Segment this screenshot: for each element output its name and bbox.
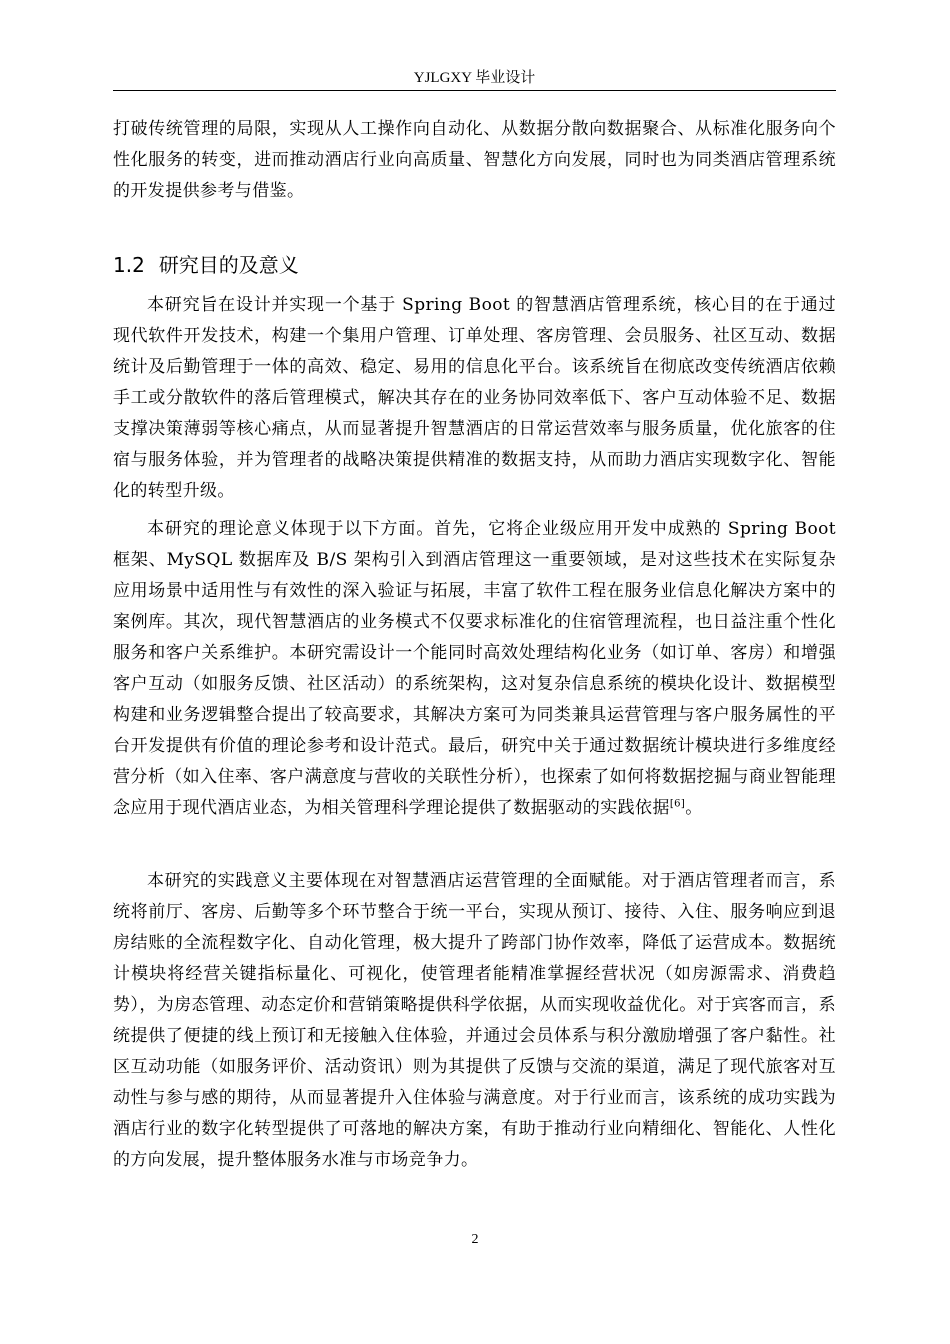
- paragraph-theoretical-text: 本研究的理论意义体现于以下方面。首先，它将企业级应用开发中成熟的 Spring Boot 框架、MySQL 数据库及 B/S 架构引入到酒店管理这一重要领域，是对这些技术在实际复杂应用场景中适用性与有效性的深入验证与拓展，丰富了软件工程在服务业信息化解决方案中的案例库。其次，现代智慧酒店的业务模式不仅要求标准化的住宿管理流程，也日益注重个性化服务和客户关系维护。本研究需设计一个能同时高效处理结构化业务（如订单、客房）和增强客户互动（如服务反馈、社区活动）的系统架构，这对复杂信息系统的模块化设计、数据模型构建和业务逻辑整合提出了较高要求，其解决方案可为同类兼具运营管理与客户服务属性的平台开发提供有价值的理论参考和设计范式。最后，研究中关于通过数据统计模块进行多维度经营分析（如入住率、客户满意度与营收的关联性分析），也探索了如何将数据挖掘与商业智能理念应用于现代酒店业态，为相关管理科学理论提供了数据驱动的实践依据: [113, 519, 836, 818]
- paragraph-theoretical-end: 。: [685, 798, 703, 818]
- paragraph-purpose: 本研究旨在设计并实现一个基于 Spring Boot 的智慧酒店管理系统，核心目的在于通过现代软件开发技术，构建一个集用户管理、订单处理、客房管理、会员服务、社区互动、数据统计及后勤管理于一体的高效、稳定、易用的信息化平台。该系统旨在彻底改变传统酒店依赖手工或分散软件的落后管理模式，解决其存在的业务协同效率低下、客户互动体验不足、数据支撑决策薄弱等核心痛点，从而显著提升智慧酒店的日常运营效率与服务质量，优化旅客的住宿与服务体验，并为管理者的战略决策提供精准的数据支持，从而助力酒店实现数字化、智能化的转型升级。: [113, 295, 836, 501]
- page-number: 2: [471, 1232, 479, 1247]
- section-heading: [113, 250, 299, 280]
- running-header: YJLGXY 毕业设计: [413, 70, 536, 86]
- header-rule: [113, 90, 836, 91]
- intro-paragraph: 打破传统管理的局限，实现从人工操作向自动化、从数据分散向数据聚合、从标准化服务向个性化服务的转变，进而推动酒店行业向高质量、智慧化方向发展，同时也为同类酒店管理系统的开发提供参考与借鉴。: [113, 119, 836, 201]
- paragraph-theoretical: [113, 514, 836, 824]
- section-number: 1.2: [113, 253, 145, 277]
- citation-marker: [6]: [669, 798, 686, 810]
- paragraph-practical: 本研究的实践意义主要体现在对智慧酒店运营管理的全面赋能。对于酒店管理者而言，系统将前厅、客房、后勤等多个环节整合于统一平台，实现从预订、接待、入住、服务响应到退房结账的全流程数字化、自动化管理，极大提升了跨部门协作效率，降低了运营成本。数据统计模块将经营关键指标量化、可视化，使管理者能精准掌握经营状况（如房源需求、消费趋势），为房态管理、动态定价和营销策略提供科学依据，从而实现收益优化。对于宾客而言，系统提供了便捷的线上预订和无接触入住体验，并通过会员体系与积分激励增强了客户黏性。社区互动功能（如服务评价、活动资讯）则为其提供了反馈与交流的渠道，满足了现代旅客对互动性与参与感的期待，从而显著提升入住体验与满意度。对于行业而言，该系统的成功实践为酒店行业的数字化转型提供了可落地的解决方案，有助于推动行业向精细化、智能化、人性化的方向发展，提升整体服务水准与市场竞争力。: [113, 871, 836, 1170]
- section-title: 研究目的及意义: [158, 253, 299, 277]
